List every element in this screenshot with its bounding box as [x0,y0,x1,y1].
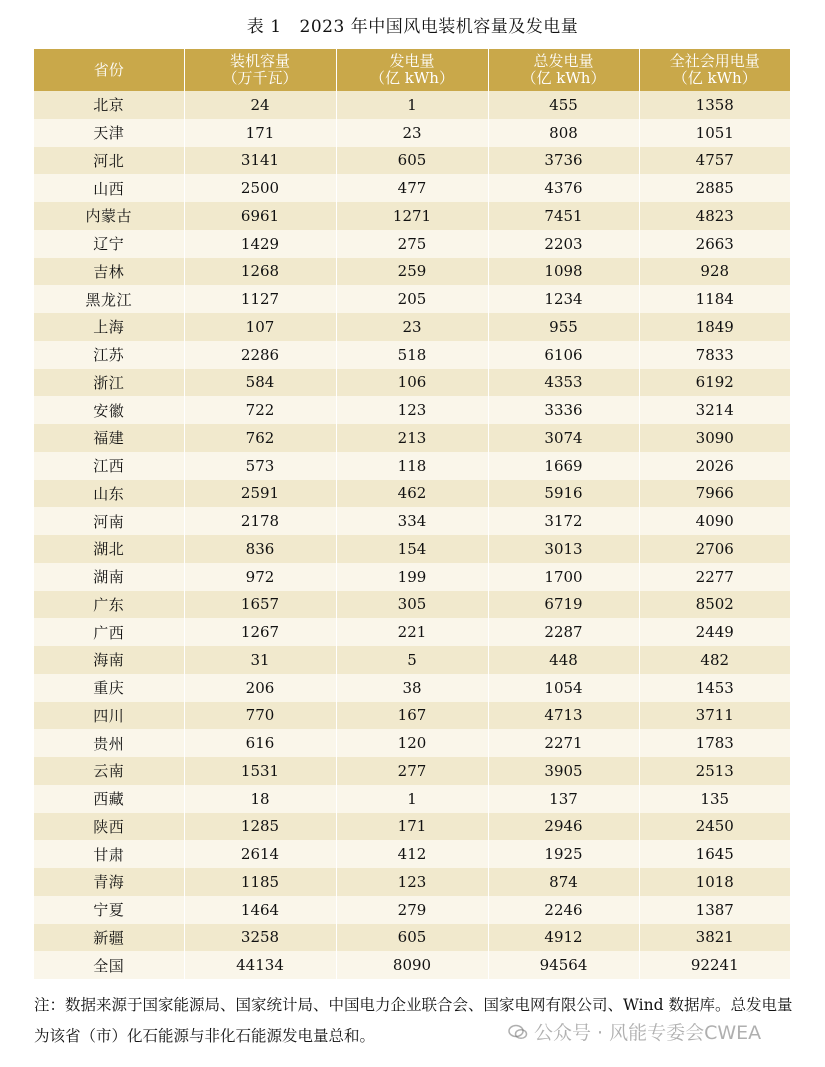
value-cell: 213 [336,424,488,452]
value-cell: 2203 [488,230,639,258]
table-row [34,591,790,619]
value-cell: 2450 [639,813,790,841]
value-cell: 106 [336,369,488,397]
value-cell: 2287 [488,618,639,646]
province-cell: 山西 [34,174,184,202]
table-row [34,674,790,702]
column-header-unit: （亿 kWh） [521,69,606,87]
value-cell: 123 [336,868,488,896]
table-body [34,91,790,979]
value-cell: 279 [336,896,488,924]
province-cell: 江西 [34,452,184,480]
province-cell: 广东 [34,591,184,619]
column-header [184,49,336,91]
column-header-label: 省份 [93,60,124,79]
value-cell: 206 [184,674,336,702]
value-cell: 482 [639,646,790,674]
value-cell: 31 [184,646,336,674]
value-cell: 3336 [488,396,639,424]
value-cell: 23 [336,119,488,147]
value-cell: 3736 [488,147,639,175]
value-cell: 2277 [639,563,790,591]
value-cell: 1271 [336,202,488,230]
value-cell: 2614 [184,840,336,868]
province-cell: 贵州 [34,729,184,757]
province-cell: 全国 [34,951,184,979]
value-cell: 455 [488,91,639,119]
value-cell: 477 [336,174,488,202]
value-cell: 1453 [639,674,790,702]
value-cell: 2663 [639,230,790,258]
province-cell: 甘肃 [34,840,184,868]
value-cell: 770 [184,702,336,730]
value-cell: 8502 [639,591,790,619]
value-cell: 5 [336,646,488,674]
value-cell: 1098 [488,258,639,286]
value-cell: 107 [184,313,336,341]
value-cell: 1657 [184,591,336,619]
value-cell: 118 [336,452,488,480]
total-row [34,951,790,979]
value-cell: 2246 [488,896,639,924]
province-cell: 新疆 [34,924,184,952]
table-row [34,757,790,785]
value-cell: 4090 [639,507,790,535]
value-cell: 1234 [488,285,639,313]
value-cell: 7833 [639,341,790,369]
value-cell: 605 [336,147,488,175]
province-cell: 西藏 [34,785,184,813]
value-cell: 3711 [639,702,790,730]
value-cell: 1018 [639,868,790,896]
value-cell: 4823 [639,202,790,230]
province-cell: 重庆 [34,674,184,702]
value-cell: 1285 [184,813,336,841]
table-row [34,868,790,896]
value-cell: 584 [184,369,336,397]
value-cell: 135 [639,785,790,813]
value-cell: 275 [336,230,488,258]
province-cell: 天津 [34,119,184,147]
value-cell: 1700 [488,563,639,591]
column-header [639,49,790,91]
table-row [34,119,790,147]
value-cell: 2178 [184,507,336,535]
table-row [34,729,790,757]
value-cell: 2500 [184,174,336,202]
value-cell: 2946 [488,813,639,841]
province-cell: 上海 [34,313,184,341]
column-header-unit: （亿 kWh） [672,69,757,87]
value-cell: 6719 [488,591,639,619]
value-cell: 2513 [639,757,790,785]
table-caption: 2023 年中国风电装机容量及发电量 [299,17,579,37]
value-cell: 836 [184,535,336,563]
value-cell: 1358 [639,91,790,119]
value-cell: 1268 [184,258,336,286]
province-cell: 浙江 [34,369,184,397]
value-cell: 205 [336,285,488,313]
value-cell: 123 [336,396,488,424]
table-row [34,285,790,313]
value-cell: 38 [336,674,488,702]
table-row [34,785,790,813]
table-row [34,840,790,868]
table-row [34,924,790,952]
value-cell: 722 [184,396,336,424]
table-row [34,480,790,508]
column-header-label: 发电量 [389,52,435,70]
table-row [34,702,790,730]
table-row [34,174,790,202]
province-cell: 安徽 [34,396,184,424]
table-row [34,91,790,119]
value-cell: 1051 [639,119,790,147]
province-cell: 山东 [34,480,184,508]
table-row [34,341,790,369]
value-cell: 259 [336,258,488,286]
province-cell: 海南 [34,646,184,674]
watermark [508,1018,761,1045]
value-cell: 1185 [184,868,336,896]
value-cell: 2885 [639,174,790,202]
value-cell: 518 [336,341,488,369]
table-row [34,147,790,175]
table-number: 表 1 [246,17,282,37]
table-row [34,618,790,646]
value-cell: 1429 [184,230,336,258]
value-cell: 3214 [639,396,790,424]
province-cell: 内蒙古 [34,202,184,230]
value-cell: 18 [184,785,336,813]
value-cell: 1925 [488,840,639,868]
value-cell: 2449 [639,618,790,646]
province-cell: 青海 [34,868,184,896]
table-row [34,563,790,591]
value-cell: 1 [336,785,488,813]
value-cell: 3821 [639,924,790,952]
value-cell: 24 [184,91,336,119]
province-cell: 吉林 [34,258,184,286]
value-cell: 2706 [639,535,790,563]
table-title [0,12,825,37]
province-cell: 河南 [34,507,184,535]
value-cell: 92241 [639,951,790,979]
column-header-unit: （万千瓦） [222,69,298,87]
value-cell: 3090 [639,424,790,452]
table-row [34,369,790,397]
value-cell: 4912 [488,924,639,952]
value-cell: 2271 [488,729,639,757]
value-cell: 5916 [488,480,639,508]
table-row [34,813,790,841]
value-cell: 808 [488,119,639,147]
table-row [34,535,790,563]
column-header [34,49,184,91]
value-cell: 334 [336,507,488,535]
table-row [34,646,790,674]
value-cell: 44134 [184,951,336,979]
value-cell: 3172 [488,507,639,535]
value-cell: 221 [336,618,488,646]
column-header-unit: （亿 kWh） [370,69,454,87]
value-cell: 8090 [336,951,488,979]
value-cell: 2286 [184,341,336,369]
value-cell: 1 [336,91,488,119]
table-row [34,896,790,924]
value-cell: 1783 [639,729,790,757]
table-row [34,452,790,480]
value-cell: 1645 [639,840,790,868]
value-cell: 616 [184,729,336,757]
value-cell: 3141 [184,147,336,175]
value-cell: 7451 [488,202,639,230]
watermark-text: 公众号 · 风能专委会CWEA [534,1022,762,1044]
value-cell: 7966 [639,480,790,508]
value-cell: 1464 [184,896,336,924]
value-cell: 928 [639,258,790,286]
value-cell: 874 [488,868,639,896]
value-cell: 1849 [639,313,790,341]
province-cell: 宁夏 [34,896,184,924]
table-row [34,396,790,424]
column-header [336,49,488,91]
province-cell: 黑龙江 [34,285,184,313]
value-cell: 171 [336,813,488,841]
value-cell: 199 [336,563,488,591]
value-cell: 120 [336,729,488,757]
value-cell: 462 [336,480,488,508]
value-cell: 6106 [488,341,639,369]
table-row [34,424,790,452]
table-row [34,258,790,286]
province-cell: 云南 [34,757,184,785]
value-cell: 3258 [184,924,336,952]
column-header-label: 总发电量 [533,52,594,70]
value-cell: 4713 [488,702,639,730]
value-cell: 23 [336,313,488,341]
value-cell: 2026 [639,452,790,480]
province-cell: 福建 [34,424,184,452]
table-row [34,202,790,230]
table-row [34,230,790,258]
value-cell: 4757 [639,147,790,175]
value-cell: 605 [336,924,488,952]
province-cell: 江苏 [34,341,184,369]
value-cell: 4353 [488,369,639,397]
value-cell: 1267 [184,618,336,646]
value-cell: 3013 [488,535,639,563]
value-cell: 171 [184,119,336,147]
value-cell: 3905 [488,757,639,785]
province-cell: 湖南 [34,563,184,591]
value-cell: 448 [488,646,639,674]
value-cell: 305 [336,591,488,619]
footnote: 注：数据来源于国家能源局、国家统计局、中国电力企业联合会、国家电网有限公司、Wind 数据库。总发电量为该省（市）化石能源与非化石能源发电量总和。 [34,996,793,1045]
header-row [34,49,790,91]
value-cell: 573 [184,452,336,480]
value-cell: 4376 [488,174,639,202]
value-cell: 972 [184,563,336,591]
wind-power-table [34,49,790,979]
value-cell: 1387 [639,896,790,924]
value-cell: 167 [336,702,488,730]
wechat-icon [508,1022,528,1042]
province-cell: 四川 [34,702,184,730]
value-cell: 6192 [639,369,790,397]
column-header-label: 全社会用电量 [669,52,760,70]
province-cell: 湖北 [34,535,184,563]
value-cell: 1054 [488,674,639,702]
column-header [488,49,639,91]
value-cell: 1127 [184,285,336,313]
table-row [34,313,790,341]
value-cell: 154 [336,535,488,563]
value-cell: 412 [336,840,488,868]
value-cell: 762 [184,424,336,452]
province-cell: 广西 [34,618,184,646]
value-cell: 955 [488,313,639,341]
table-row [34,507,790,535]
value-cell: 2591 [184,480,336,508]
value-cell: 3074 [488,424,639,452]
province-cell: 河北 [34,147,184,175]
value-cell: 137 [488,785,639,813]
province-cell: 辽宁 [34,230,184,258]
value-cell: 1531 [184,757,336,785]
value-cell: 277 [336,757,488,785]
column-header-label: 装机容量 [229,52,290,70]
value-cell: 6961 [184,202,336,230]
value-cell: 1669 [488,452,639,480]
province-cell: 陕西 [34,813,184,841]
province-cell: 北京 [34,91,184,119]
value-cell: 94564 [488,951,639,979]
value-cell: 1184 [639,285,790,313]
